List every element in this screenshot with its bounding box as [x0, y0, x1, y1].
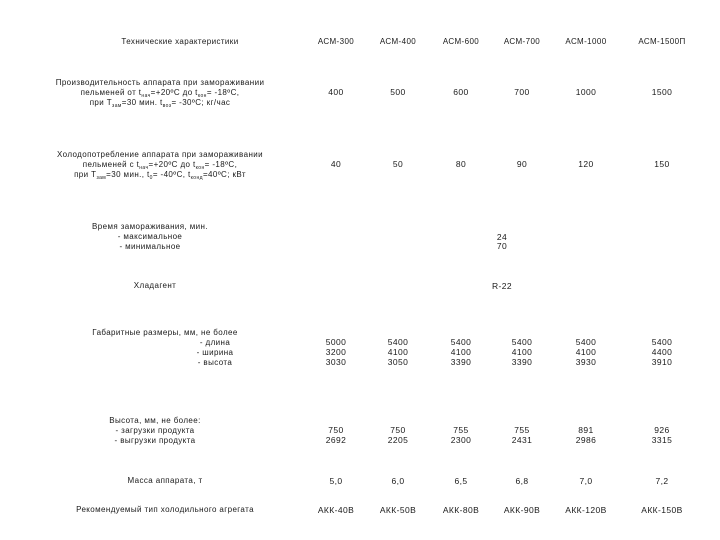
unit-value: АКК-90В [503, 505, 541, 515]
unit-value: АКК-40В [317, 505, 355, 515]
cooling-value: 120 [578, 159, 594, 169]
dimensions-values: 5400 4100 3050 [387, 337, 409, 367]
productivity-value: 700 [514, 87, 530, 97]
mass-value: 7,0 [579, 476, 593, 486]
column-header-acm400: АСМ-400 [379, 37, 417, 46]
dimensions-values: 5400 4100 3930 [575, 337, 597, 367]
unit-value: АКК-120В [565, 505, 607, 515]
mass-value: 6,8 [515, 476, 529, 486]
table-title: Технические характеристики [121, 37, 239, 46]
freeze-time-label: Время замораживания, мин. - максимальное - минимальное [92, 222, 208, 251]
refrigerant-value: R-22 [491, 281, 513, 291]
dimensions-values: 5400 4100 3390 [511, 337, 533, 367]
unit-value: АКК-50В [379, 505, 417, 515]
dimensions-values: 5400 4400 3910 [651, 337, 673, 367]
productivity-value: 400 [328, 87, 344, 97]
dimensions-label: Габаритные размеры, мм, не более - длина - ширина - высота [92, 328, 238, 367]
productivity-value: 600 [453, 87, 469, 97]
column-header-acm1000: АСМ-1000 [565, 37, 607, 46]
heights-values: 750 2205 [387, 425, 409, 445]
productivity-value: 1000 [575, 87, 597, 97]
unit-value: АКК-150В [641, 505, 683, 515]
productivity-value: 1500 [651, 87, 673, 97]
productivity-value: 500 [390, 87, 406, 97]
cooling-value: 90 [516, 159, 528, 169]
unit-label: Рекомендуемый тип холодильного агрегата [76, 505, 254, 514]
cooling-value: 50 [392, 159, 404, 169]
column-header-acm700: АСМ-700 [503, 37, 541, 46]
column-header-acm1500p: АСМ-1500П [638, 37, 686, 46]
dimensions-values: 5400 4100 3390 [450, 337, 472, 367]
mass-value: 6,0 [391, 476, 405, 486]
productivity-label: Производительность аппарата при замораживании пельменей от $t_{нач}=+20ºС$ до $t_{кон}=$ -18ºС, при $T_{зам}=30$ мин. $t_{воз}=$ -30ºС; кг/час [55, 78, 265, 109]
cooling-label: Холодопотребление аппарата при замораживании пельменей с $t_{нач}=+20ºС$ до $t_{кон}=$ -18ºС, при $T_{зам}=30$ мин., $t_0=$ -40ºС, $t_{конд}=40ºС$; кВт [57, 150, 263, 181]
unit-value: АКК-80В [442, 505, 480, 515]
cooling-value: 40 [330, 159, 342, 169]
heights-values: 750 2692 [325, 425, 347, 445]
freeze-time-max-value: 24 [496, 232, 508, 242]
mass-label: Масса аппарата, т [127, 476, 203, 485]
cooling-value: 80 [455, 159, 467, 169]
dimensions-values: 5000 3200 3030 [325, 337, 347, 367]
mass-value: 6,5 [454, 476, 468, 486]
freeze-time-min-value: 70 [496, 241, 508, 251]
column-header-acm300: АСМ-300 [317, 37, 355, 46]
mass-value: 7,2 [655, 476, 669, 486]
heights-label: Высота, мм, не более: - загрузки продукта - выгрузки продукта [109, 416, 201, 445]
heights-values: 926 3315 [651, 425, 673, 445]
heights-values: 755 2300 [450, 425, 472, 445]
mass-value: 5,0 [329, 476, 343, 486]
cooling-value: 150 [654, 159, 670, 169]
heights-values: 755 2431 [511, 425, 533, 445]
refrigerant-label: Хладагент [133, 281, 177, 290]
heights-values: 891 2986 [575, 425, 597, 445]
column-header-acm600: АСМ-600 [442, 37, 480, 46]
